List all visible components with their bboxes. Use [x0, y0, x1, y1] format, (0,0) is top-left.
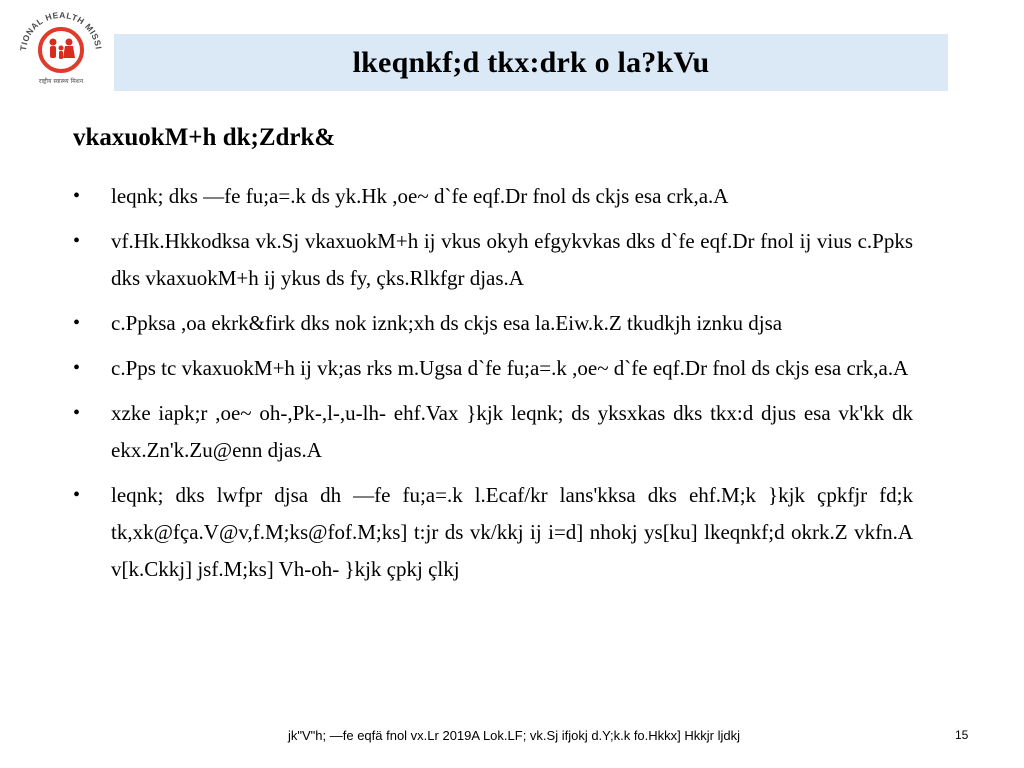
bullet-item: • leqnk; dks lwfpr djsa dh —fe fu;a=.k l.Ecaf/kr lans'kksa dks ehf.M;k }kjk çpkfjr fd;k tk,xk@fça.V@v,f.M;ks@fof.M;ks] t:jr ds vk/kkj ij i=d] nhokj ys[ku] lkeqnkf;d okrk.Z vkfn.A v[k.Ckkj] jsf.M;ks] Vh-oh- }kjk çpkj çlkj	[73, 477, 913, 588]
bullet-list	[73, 178, 913, 596]
bullet-item: • c.Ppksa ,oa ekrk&firk dks nok iznk;xh ds ckjs esa la.Eiw.k.Z tkudkjh iznku djsa	[73, 305, 913, 342]
national-health-mission-logo	[16, 8, 106, 98]
section-heading: vkaxuokM+h dk;Zdrk&	[73, 124, 336, 151]
footer-text: jk"V"h; —fe eqfä fnol vx.Lr 2019A Lok.LF; vk.Sj ifjokj d.Y;k.k fo.Hkkx] Hkkjr ljdkj	[288, 728, 740, 743]
svg-text:राष्ट्रीय स्वास्थ्य मिशन: राष्ट्रीय स्वास्थ्य मिशन	[38, 78, 84, 85]
family-emblem-icon	[16, 8, 106, 98]
page-number: 15	[955, 728, 969, 742]
svg-text:NATIONAL HEALTH MISSION: TIONAL HEALTH MISSI	[18, 9, 104, 52]
bullet-item: • c.Pps tc vkaxuokM+h ij vk;as rks m.Ugsa d`fe fu;a=.k ,oe~ d`fe eqf.Dr fnol ds ckjs esa crk,a.A	[73, 350, 913, 387]
title-banner	[114, 34, 948, 91]
slide-title: lkeqnkf;d tkx:drk o la?kVu	[352, 45, 710, 79]
bullet-item: • vf.Hk.Hkkodksa vk.Sj vkaxuokM+h ij vkus okyh efgykvkas dks d`fe eqf.Dr fnol ij vius c.Ppks dks vkaxuokM+h ij ykus ds fy, çks.Rlkfgr djas.A	[73, 223, 913, 297]
bullet-item: • leqnk; dks —fe fu;a=.k ds yk.Hk ,oe~ d`fe eqf.Dr fnol ds ckjs esa crk,a.A	[73, 178, 913, 215]
bullet-item: • xzke iapk;r ,oe~ oh-,Pk-,l-,u-lh- ehf.Vax }kjk leqnk; ds yksxkas dks tkx:d djus esa vk'kk dk ekx.Zn'k.Zu@enn djas.A	[73, 395, 913, 469]
